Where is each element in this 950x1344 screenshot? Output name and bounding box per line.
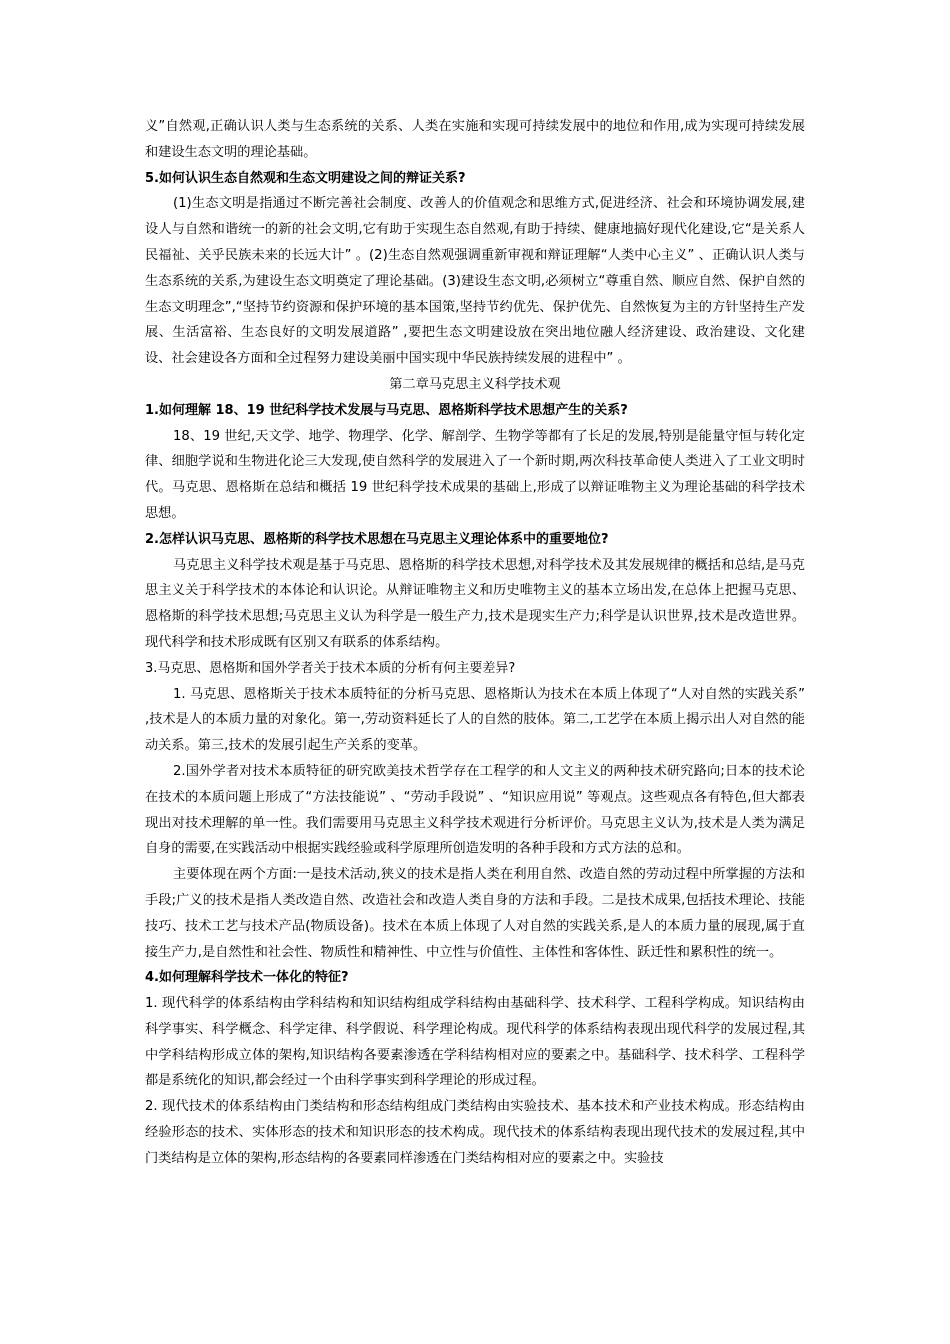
question-heading-3: 3.马克思、恩格斯和国外学者关于技术本质的分析有何主要差异? xyxy=(145,660,516,676)
question-heading-2: 2.怎样认识马克思、恩格斯的科学技术思想在马克思主义理论体系中的重要地位? xyxy=(145,531,609,547)
answer-paragraph-4-part-1: 1. 现代科学的体系结构由学科结构和知识结构组成学科结构由基础科学、技术科学、工程科学构成。知识结构由科学事实、科学概念、科学定律、科学假说、科学理论构成。现代科学的体系结构表现出现代科学的发展过程,其中学科结构形成立体的架构,知识结构各要素渗透在学科结构相对应的要素之中。基础科学、技术科学、工程科学都是系统化的知识,都会经过一个由科学事实到科学理论的形成过程。 xyxy=(145,996,805,1089)
answer-paragraph-1: 18、19 世纪,天文学、地学、物理学、化学、解剖学、生物学等都有了长足的发展,特别是能量守恒与转化定律、细胞学说和生物进化论三大发现,使自然科学的发展进入了一个新时期,两次科技革命使人类进入了工业文明时代。马克思、恩格斯在总结和概括 19 世纪科学技术成果的基础上,形成了以辩证唯物主义为理论基础的科学技术思想。 xyxy=(145,428,805,521)
answer-paragraph-3-part-3: 主要体现在两个方面:一是技术活动,狭义的技术是指人类在利用自然、改造自然的劳动过程中所掌握的方法和手段;广义的技术是指人类改造自然、改造社会和改造人类自身的方法和手段。二是技术成果,包括技术理论、技能技巧、技术工艺与技术产品(物质设备)。技术在本质上体现了人对自然的实践关系,是人的本质力量的展现,属于直接生产力,是自然性和社会性、物质性和精神性、中立性与价值性、主体性和客体性、跃迁性和累积性的统一。 xyxy=(145,867,805,960)
answer-paragraph-4-part-2: 2. 现代技术的体系结构由门类结构和形态结构组成门类结构由实验技术、基本技术和产业技术构成。形态结构由经验形态的技术、实体形态的技术和知识形态的技术构成。现代技术的体系结构表现出现代技术的发展过程,其中门类结构是立体的架构,形态结构的各要素同样渗透在门类结构相对应的要素之中。实验技 xyxy=(145,1099,805,1166)
question-heading-4: 4.如何理解科学技术一体化的特征? xyxy=(145,970,349,986)
answer-paragraph-5: (1)生态文明是指通过不断完善社会制度、改善人的价值观念和思维方式,促进经济、社会和环境协调发展,建设人与自然和谐统一的新的社会文明,它有助于实现生态自然观,有助于持续、健康地搞好现代化建设,它“是关系人民福祉、关乎民族未来的长远大计” 。(2)生态自然观强调重新审视和辩证理解“人类中心主义” 、正确认识人类与生态系统的关系,为建设生态文明奠定了理论基础。(3)建设生态文明,必须树立“尊重自然、顺应自然、保护自然的生态文明理念”,“坚持节约资源和保护环境的基本国策,坚持节约优先、保护优先、自然恢复为主的方针坚持生产发展、生活富裕、生态良好的文明发展道路” ,要把生态文明建设放在突出地位融人经济建设、政治建设、文化建设、社会建设各方面和全过程努力建设美丽中国实现中华民族持续发展的进程中” 。 xyxy=(145,196,805,367)
paragraph-continuation: 义”自然观,正确认识人类与生态系统的关系、人类在实施和实现可持续发展中的地位和作用,成为实现可持续发展和建设生态文明的理论基础。 xyxy=(145,119,805,160)
question-heading-1: 1.如何理解 18、19 世纪科学技术发展与马克思、恩格斯科学技术思想产生的关系? xyxy=(145,402,628,418)
chapter-title: 第二章马克思主义科学技术观 xyxy=(389,376,561,392)
answer-paragraph-3-part-1: 1. 马克思、恩格斯关于技术本质特征的分析马克思、恩格斯认为技术在本质上体现了“人对自然的实践关系” ,技术是人的本质力量的对象化。第一,劳动资料延长了人的自然的肢体。第二,工艺学在本质上揭示出人对自然的能动关系。第三,技术的发展引起生产关系的变革。 xyxy=(145,686,805,754)
question-heading-5: 5.如何认识生态自然观和生态文明建设之间的辩证关系? xyxy=(145,170,466,186)
answer-paragraph-2: 马克思主义科学技术观是基于马克思、恩格斯的科学技术思想,对科学技术及其发展规律的概括和总结,是马克思主义关于科学技术的本体论和认识论。从辩证唯物主义和历史唯物主义的基本立场出发,在总体上把握马克思、恩格斯的科学技术思想;马克思主义认为科学是一般生产力,技术是现实生产力;科学是认识世界,技术是改造世界。现代科学和技术形成既有区别又有联系的体系结构。 xyxy=(145,557,805,650)
answer-paragraph-3-part-2: 2.国外学者对技术本质特征的研究欧美技术哲学存在工程学的和人文主义的两种技术研究路向;日本的技术论在技术的本质问题上形成了“方法技能说” 、“劳动手段说” 、“知识应用说” 等观点。这些观点各有特色,但大都表现出对技术理解的单一性。我们需要用马克思主义科学技术观进行分析评价。马克思主义认为,技术是人类为满足自身的需要,在实践活动中根据实践经验或科学原理所创造发明的各种手段和方式方法的总和。 xyxy=(145,763,805,857)
